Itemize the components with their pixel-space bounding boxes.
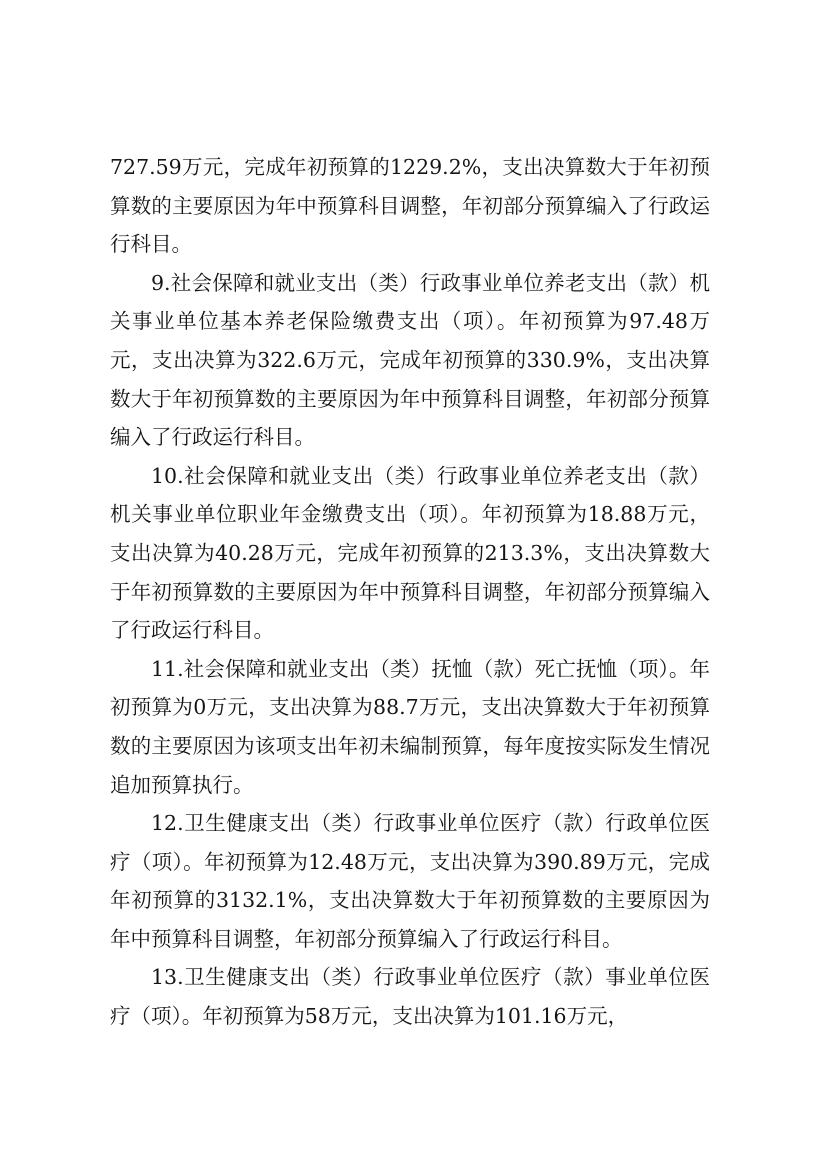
paragraph-item-9: 9.社会保障和就业支出（类）行政事业单位养老支出（款）机关事业单位基本养老保险缴费支出（项）。年初预算为97.48万元，支出决算为322.6万元，完成年初预算的330.9%，支出决算数大于年初预算数的主要原因为年中预算科目调整，年初部分预算编入了行政运行科目。	[110, 270, 710, 450]
paragraph-item-12: 12.卫生健康支出（类）行政事业单位医疗（款）行政单位医疗（项）。年初预算为12.48万元，支出决算为390.89万元，完成年初预算的3132.1%，支出决算数大于年初预算数的主要原因为年中预算科目调整，年初部分预算编入了行政运行科目。	[110, 811, 710, 951]
paragraph-continuation: 727.59万元，完成年初预算的1229.2%，支出决算数大于年初预算数的主要原因为年中预算科目调整，年初部分预算编入了行政运行科目。	[110, 155, 710, 257]
paragraph-item-10: 10.社会保障和就业支出（类）行政事业单位养老支出（款）机关事业单位职业年金缴费支出（项）。年初预算为18.88万元，支出决算为40.28万元，完成年初预算的213.3%，支出决算数大于年初预算数的主要原因为年中预算科目调整，年初部分预算编入了行政运行科目。	[110, 463, 710, 643]
paragraph-item-11: 11.社会保障和就业支出（类）抚恤（款）死亡抚恤（项）。年初预算为0万元，支出决算为88.7万元，支出决算数大于年初预算数的主要原因为该项支出年初未编制预算，每年度按实际发生情况追加预算执行。	[110, 656, 710, 797]
paragraph-item-13: 13.卫生健康支出（类）行政事业单位医疗（款）事业单位医疗（项）。年初预算为58万元，支出决算为101.16万元，	[110, 965, 710, 1029]
document-body	[110, 148, 710, 1036]
